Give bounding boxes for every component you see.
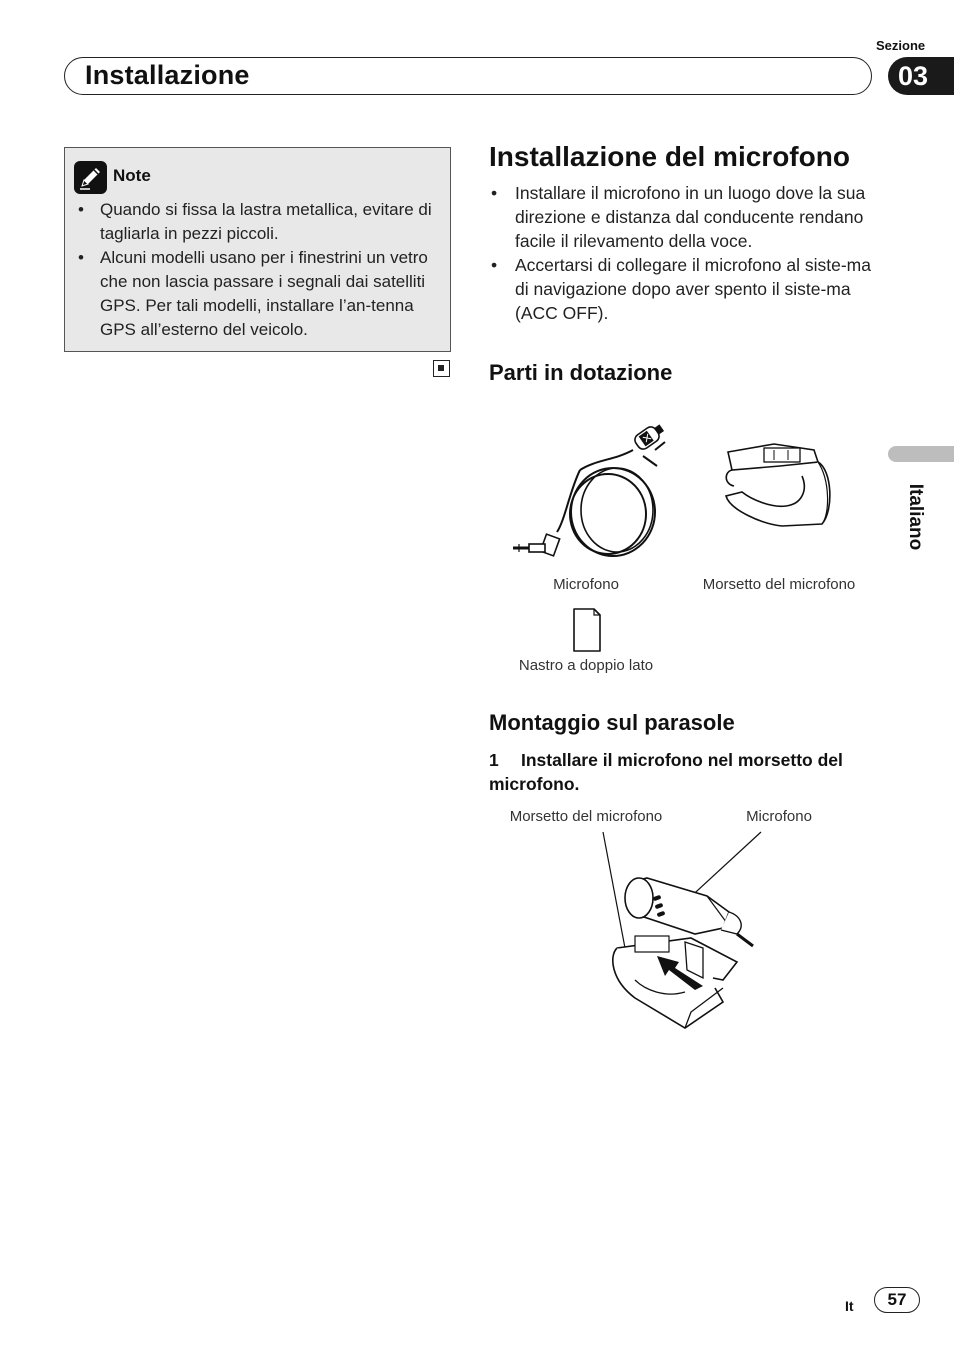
caption-clip: Morsetto del microfono [702,576,856,593]
caption-tape: Nastro a doppio lato [518,657,654,674]
main-bullet: • Accertarsi di collegare il microfono al siste-ma di navigazione dopo aver spento il siste-ma (ACC OFF). [489,253,884,325]
footer-language-code: It [845,1298,854,1314]
note-item: • Alcuni modelli usano per i finestrini un vetro che non lascia passare i segnali dai satelliti GPS. Per tali modelli, installare l’an-tenna GPS all’esterno del veicolo. [76,246,444,342]
microphone-illustration [505,420,675,570]
mounting-heading: Montaggio sul parasole [489,710,735,735]
main-bullet: • Installare il microfono in un luogo dove la sua direzione e distanza dal conducente rendano facile il rilevamento della voce. [489,181,884,253]
caption-microphone: Microfono [553,576,619,593]
note-title: Note [113,166,151,185]
page-number: 57 [874,1287,920,1313]
step-number: 1 [489,750,499,770]
double-sided-tape-illustration [570,607,602,653]
section-title: Installazione del microfono [489,141,850,172]
label-clip: Morsetto del microfono [509,808,663,825]
end-of-section-icon [433,360,450,377]
chapter-title: Installazione [85,60,250,90]
side-language-tab [888,446,954,462]
step-text: Installare il microfono nel morsetto del microfono. [489,750,843,794]
note-item: • Quando si fissa la lastra metallica, evitare di tagliarla in pezzi piccoli. [76,198,444,246]
section-label: Sezione [876,38,926,53]
section-number-badge [888,57,954,95]
mounting-illustration [595,830,765,1035]
note-list [76,198,444,342]
parts-heading: Parti in dotazione [489,360,673,385]
main-bullet-list [489,181,884,325]
section-number: 03 [898,60,929,91]
pencil-note-icon [74,161,107,194]
microphone-clip-illustration [722,440,834,532]
label-microphone: Microfono [746,808,812,825]
side-language-label: Italiano [905,483,926,551]
step-1 [489,748,889,796]
